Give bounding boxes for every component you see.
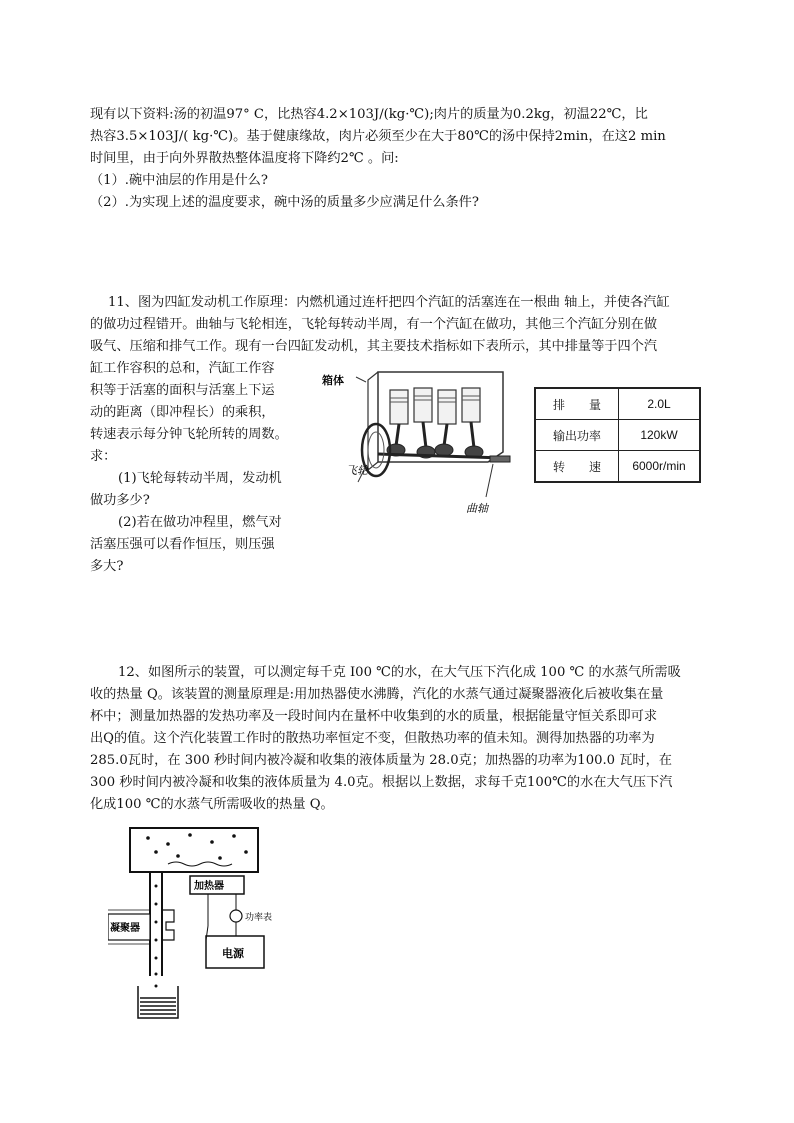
- meter-label: 功率表: [245, 913, 273, 923]
- problem-10-question-1: （1）.碗中油层的作用是什么?: [90, 173, 268, 188]
- problem-11-q2-line-3: 多大?: [90, 559, 124, 574]
- table-row: [535, 388, 700, 420]
- condenser-label: 凝聚器: [110, 923, 140, 934]
- spec-value: 120kW: [619, 420, 701, 451]
- problem-11-side-line-3: 动的距离（即冲程长）的乘积，: [90, 405, 275, 420]
- problem-11-line-1: 11、图为四缸发动机工作原理：内燃机通过连杆把四个汽缸的活塞连在一根曲 轴上，并使各汽缸: [108, 295, 670, 310]
- problem-11-line-2: 的做功过程错开。曲轴与飞轮相连，飞轮每转动半周，有一个汽缸在做功，其他三个汽缸分别在做: [90, 317, 658, 332]
- problem-12-line-3: 杯中；测量加热器的发热功率及一段时间内在量杯中收集到的水的质量，根据能量守恒关系即可求: [90, 709, 658, 724]
- problem-10-question-2: （2）.为实现上述的温度要求，碗中汤的质量多少应满足什么条件?: [90, 195, 479, 210]
- problem-11-line-3: 吸气、压缩和排气工作。现有一台四缸发动机，其主要技术指标如下表所示，其中排量等于四个汽: [90, 339, 658, 354]
- problem-11-q1-line-2: 做功多少?: [90, 493, 150, 508]
- heater-label: 加热器: [194, 881, 224, 892]
- problem-10: [90, 104, 666, 214]
- crankshaft-label: 曲轴: [466, 502, 488, 515]
- spec-value: 6000r/min: [619, 451, 701, 483]
- problem-12-line-4: 出Q的值。这个汽化装置工作时的散热功率恒定不变，但散热功率的值未知。测得加热器的功率为: [90, 731, 655, 746]
- problem-12-line-5: 285.0瓦时，在 300 秒时间内被冷凝和收集的液体质量为 28.0克；加热器的功率为100.0 瓦时，在: [90, 753, 672, 768]
- spec-label: 转 速: [535, 451, 619, 483]
- problem-11-side-line-5: 求：: [90, 449, 117, 464]
- problem-11-q2-line-2: 活塞压强可以看作恒压，则压强: [90, 537, 275, 552]
- table-row: [535, 420, 700, 451]
- problem-11-side-line-1: 缸工作容积的总和，汽缸工作容: [90, 361, 275, 376]
- problem-11-side-text: [90, 358, 288, 578]
- problem-10-line-2: 热容3.5×103J/( kg·℃)。基于健康缘故，肉片必须至少在大于80℃的汤中保持2min，在这2 min: [90, 129, 666, 144]
- problem-12-line-2: 收的热量 Q。该装置的测量原理是:用加热器使水沸腾，汽化的水蒸气通过凝聚器液化后被收集在量: [90, 687, 664, 702]
- spec-label: 排 量: [535, 388, 619, 420]
- engine-figure: [318, 362, 518, 522]
- spec-value: 2.0L: [619, 388, 701, 420]
- problem-11-side-line-4: 转速表示每分钟飞轮所转的周数。: [90, 427, 288, 442]
- spec-label: 输出功率: [535, 420, 619, 451]
- problem-11-side-line-2: 积等于活塞的面积与活塞上下运: [90, 383, 275, 398]
- problem-12-line-7: 化成100 ℃的水蒸气所需吸收的热量 Q。: [90, 797, 334, 812]
- flywheel-label: 飞轮: [346, 464, 368, 477]
- problem-10-line-1: 现有以下资料:汤的初温97° C，比热容4.2×103J/(kg·℃);肉片的质量为0.2kg，初温22℃，比: [90, 107, 648, 122]
- problem-11-intro: [90, 292, 670, 358]
- problem-11-q2-line-1: (2)若在做功冲程里，燃气对: [118, 515, 282, 530]
- engine-specs-table: [534, 387, 701, 483]
- problem-11-q1-line-1: (1)飞轮每转动半周，发动机: [118, 471, 282, 486]
- problem-12-line-1: 12、如图所示的装置，可以测定每千克 I00 ℃的水，在大气压下汽化成 100 ℃ 的水蒸气所需吸: [118, 665, 681, 680]
- apparatus-figure: [108, 826, 278, 1021]
- power-source-label: 电源: [222, 947, 244, 960]
- table-row: [535, 451, 700, 483]
- problem-12-line-6: 300 秒时间内被冷凝和收集的液体质量为 4.0克。根据以上数据，求每千克100℃的水在大气压下汽: [90, 775, 673, 790]
- engine-box-label: 箱体: [322, 374, 344, 387]
- problem-10-line-3: 时间里，由于向外界散热整体温度将下降约2℃ 。问:: [90, 151, 399, 166]
- problem-12: [90, 662, 681, 816]
